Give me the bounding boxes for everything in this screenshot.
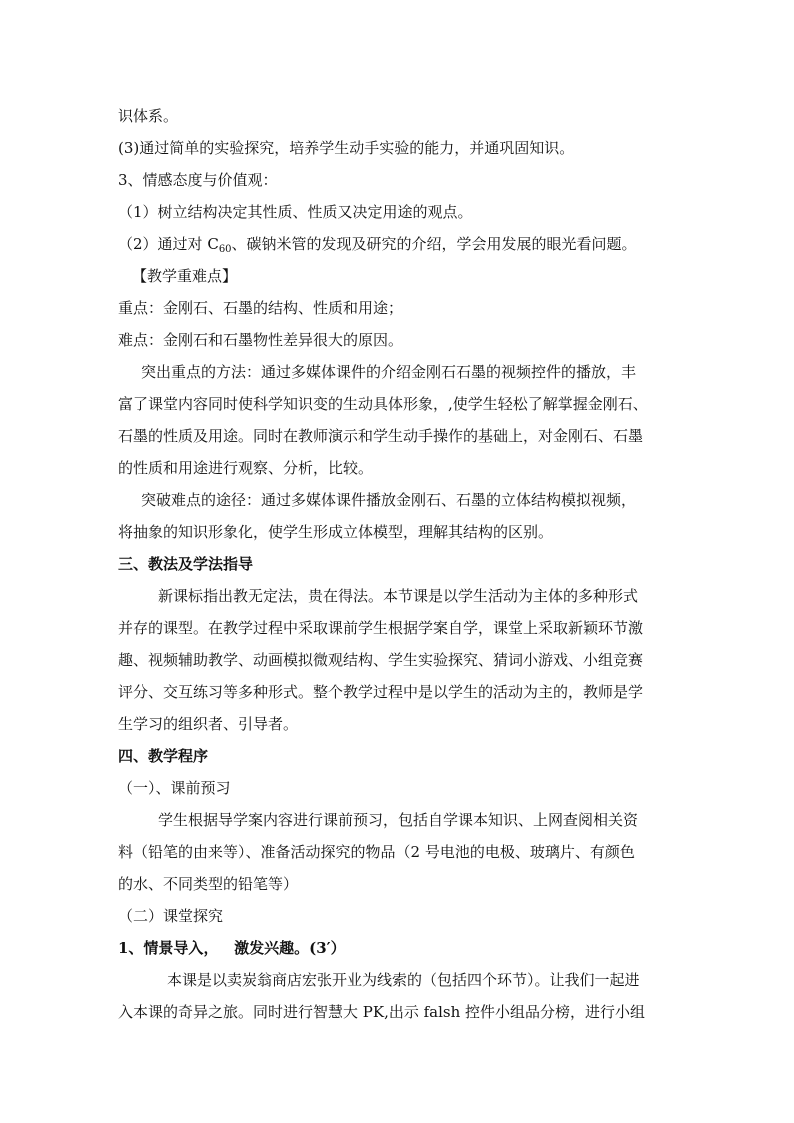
text-line: 将抽象的知识形象化，使学生形成立体模型，理解其结构的区别。 [118, 523, 554, 541]
text-line: 富了课堂内容同时使科学知识变的生动具体形象，,使学生轻松了解掌握金刚石、 [118, 395, 648, 413]
text-line: 新课标指出教无定法，贵在得法。本节课是以学生活动为主体的多种形式 [158, 587, 639, 605]
text-segment: （2）通过对 [118, 235, 203, 253]
text-line: 学生根据导学案内容进行课前预习，包括自学课本知识、上网查阅相关资 [158, 811, 639, 829]
subsection-heading: （二）课堂探究 [118, 907, 224, 925]
c60-formula: $C_{60}$ [207, 235, 232, 255]
section-heading: 三、教法及学法指导 [118, 555, 254, 573]
section-heading: 1、情景导入， 激发兴趣。(3′） [118, 939, 346, 957]
text-line: 料（铅笔的由来等）、准备活动探究的物品（2 号电池的电极、玻璃片、有颜色 [118, 843, 635, 861]
text-line: 并存的课型。在教学过程中采取课前学生根据学案自学，课堂上采取新颖环节激 [118, 619, 644, 637]
text-line: 的水、不同类型的铅笔等） [118, 875, 299, 893]
text-line: 的性质和用途进行观察、分析，比较。 [118, 459, 374, 477]
text-line: (3)通过简单的实验探究，培养学生动手实验的能力，并通巩固知识。 [118, 139, 575, 157]
text-line: （1）树立结构决定其性质、性质又决定用途的观点。 [118, 203, 473, 221]
text-line: 3、情感态度与价值观： [118, 171, 278, 189]
text-line: 本课是以卖炭翁商店宏张开业为线索的（包括四个环节）。让我们一起进 [167, 971, 640, 989]
text-line: 重点：金刚石、石墨的结构、性质和用途； [118, 299, 404, 317]
subsection-heading: （一）、课前预习 [118, 779, 231, 797]
text-line: 石墨的性质及用途。同时在教师演示和学生动手操作的基础上，对金刚石、石墨 [118, 427, 644, 445]
text-line: 评分、交互练习等多种形式。整个教学过程中是以学生的活动为主的，教师是学 [118, 683, 644, 701]
section-heading: 四、教学程序 [118, 747, 209, 765]
text-line-c60 [118, 234, 698, 254]
text-segment: 、碳钠米管的发现及研究的介绍，学会用发展的眼光看问题。 [231, 235, 637, 253]
text-line: 难点：金刚石和石墨物性差异很大的原因。 [118, 331, 404, 349]
text-line: 突出重点的方法：通过多媒体课件的介绍金刚石石墨的视频控件的播放，丰 [141, 363, 637, 381]
text-line: 识体系。 [118, 107, 179, 125]
text-line: 趣、视频辅助教学、动画模拟微观结构、学生实验探究、猜词小游戏、小组竞赛 [118, 651, 644, 669]
text-line: 入本课的奇异之旅。同时进行智慧大 PK,出示 falsh 控件小组品分榜，进行小组 [118, 1003, 646, 1021]
text-line: 突破难点的途径：通过多媒体课件播放金刚石、石墨的立体结构模拟视频， [141, 491, 637, 509]
section-heading: 【教学重难点】 [132, 267, 238, 285]
text-line: 生学习的组织者、引导者。 [118, 715, 299, 733]
